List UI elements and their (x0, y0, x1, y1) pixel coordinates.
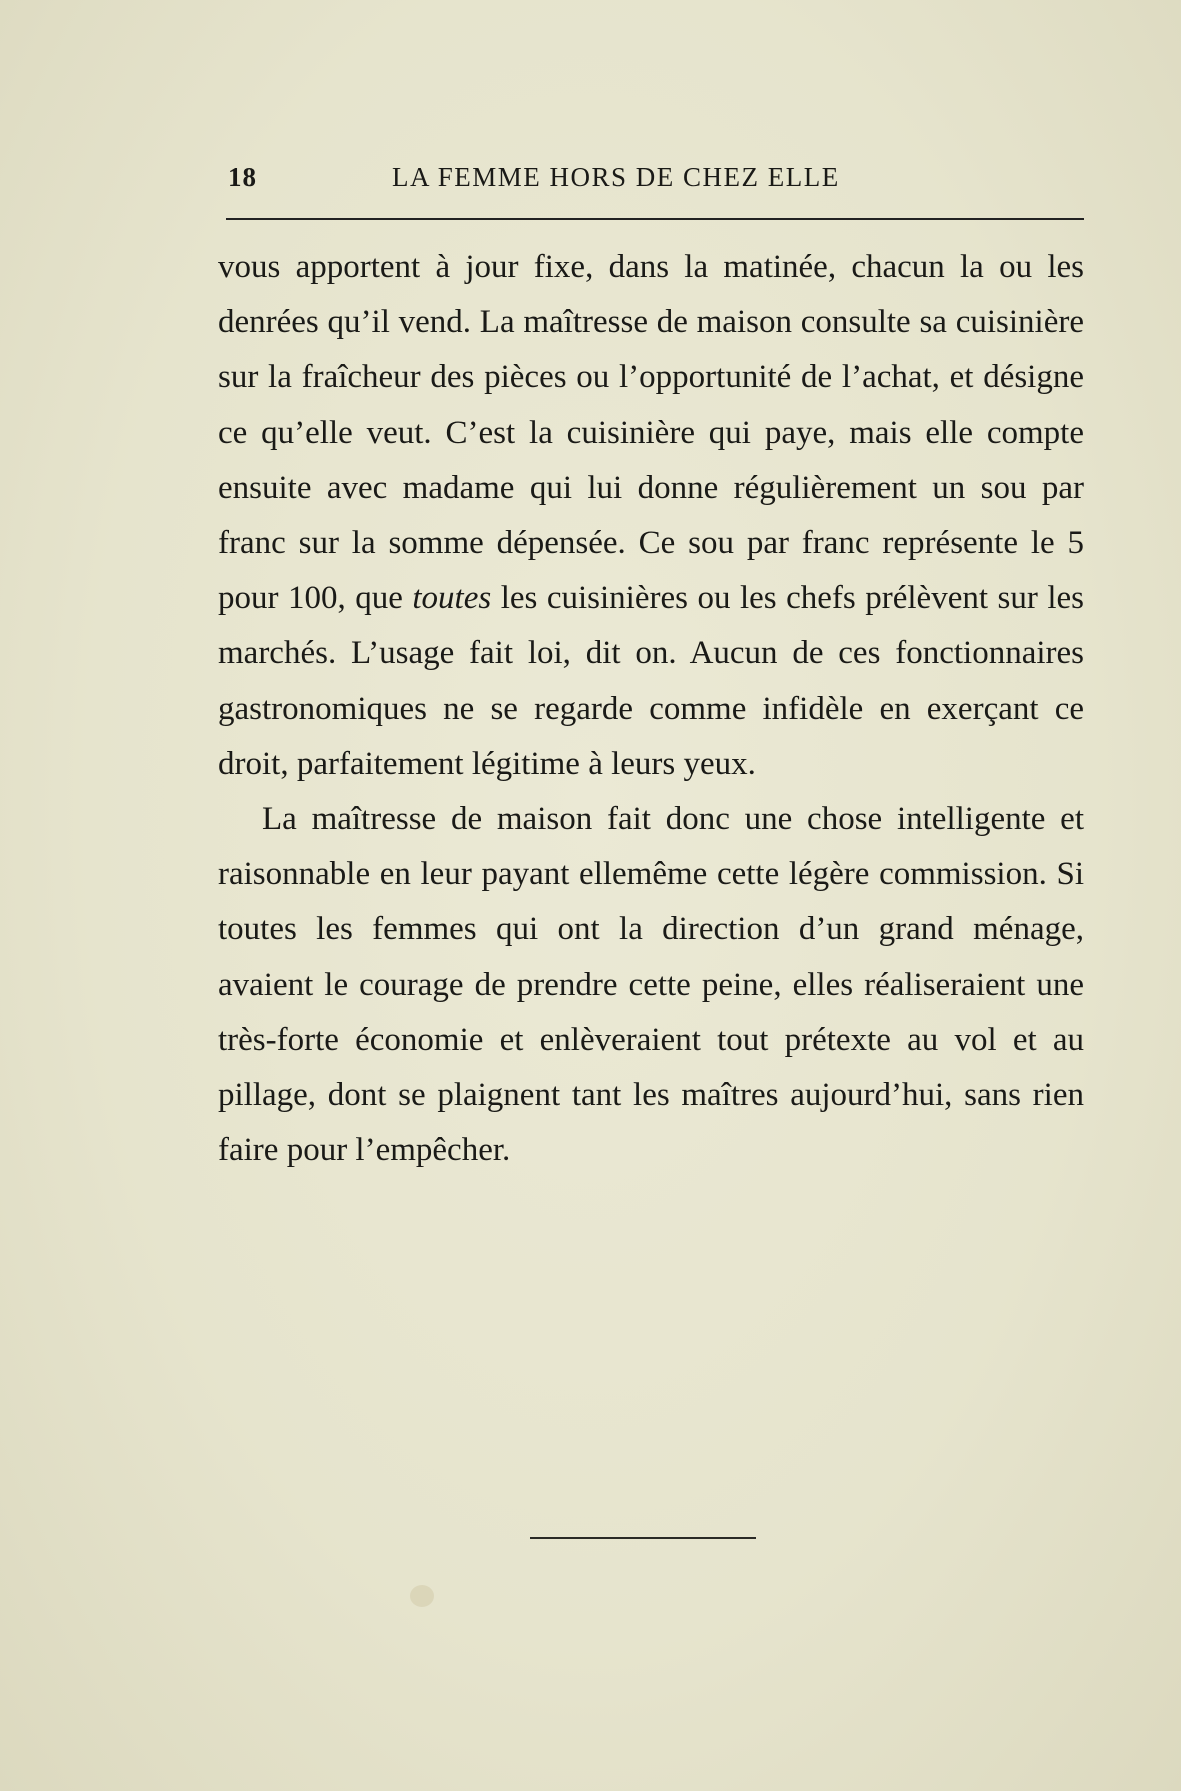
end-rule (530, 1537, 756, 1539)
paragraph-1-end: les cuisinières ou les chefs prélèvent sur les marchés. L’usage fait loi, dit on. Aucun de ces fonctionnaires gastronomiques ne se regarde comme infidèle en exerçant ce droit, parfaitement légitime à leurs yeux. (218, 580, 1084, 782)
page-header (0, 158, 1181, 198)
paragraph-1-italic: toutes (412, 580, 492, 617)
paper-smudge (410, 1585, 434, 1607)
header-rule (226, 218, 1084, 220)
paragraph-2: La maîtresse de maison fait donc une chose intelligente et raisonnable en leur payant ellemême cette légère commission. Si toutes les femmes qui ont la direction d’un grand ménage, avaient le courage de prendre cette peine, elles réaliseraient une très-forte économie et enlèveraient tout prétexte au vol et au pillage, dont se plaignent tant les maîtres aujourd’hui, sans rien faire pour l’empêcher. (218, 801, 1084, 1169)
page-number: 18 (228, 162, 257, 192)
body-text (218, 240, 1084, 1178)
running-title: LA FEMME HORS DE CHEZ ELLE (392, 162, 840, 192)
paragraph-1-start: vous apportent à jour fixe, dans la matinée, chacun la ou les denrées qu’il vend. La maîtresse de maison consulte sa cuisinière sur la fraîcheur des pièces ou l’opportunité de l’achat, et désigne ce qu’elle veut. C’est la cuisinière qui paye, mais elle compte ensuite avec madame qui lui donne régulièrement un sou par franc sur la somme dépensée. Ce sou par franc représente le 5 pour 100, que (218, 249, 1084, 617)
paragraph-1 (218, 240, 1084, 792)
